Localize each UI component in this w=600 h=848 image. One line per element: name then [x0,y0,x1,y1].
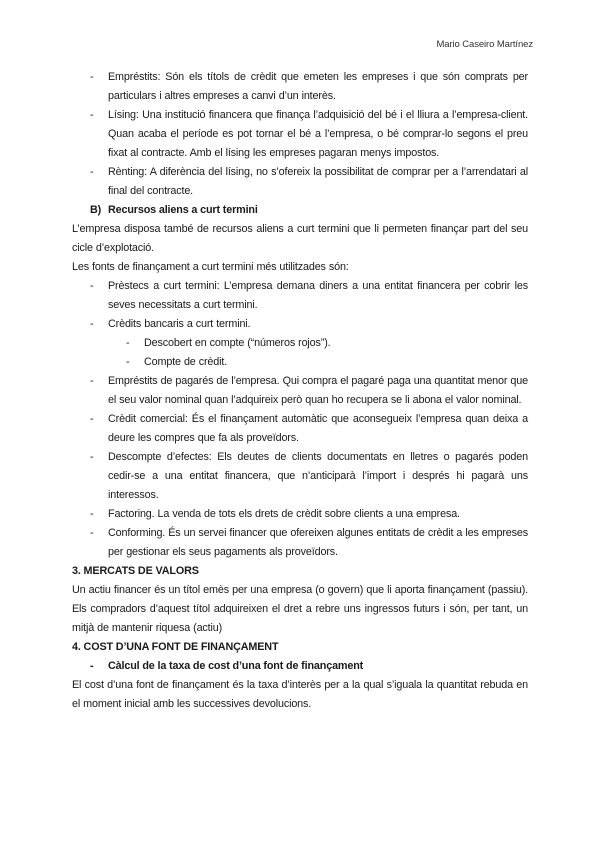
section-4-bullet [72,657,528,676]
bullet-dash: - [90,318,94,330]
bullet-dash: - [126,356,130,368]
section-3-heading: 3. MERCATS DE VALORS [72,565,199,577]
section-b-marker: B) [90,204,102,216]
sub-list-item-text: Compte de crèdit. [144,356,228,368]
author-name: Mario Caseiro Martínez [436,39,533,50]
list-item [72,163,528,201]
list-item-text: Crèdits bancaris a curt termini. [108,318,251,330]
list-item [72,68,528,106]
list-item [72,524,528,562]
bullet-dash: - [90,660,94,672]
sub-list-item [72,353,528,372]
section-3-text: Un actiu financer és un títol emès per una empresa (o govern) que li aporta finançament (passiu). Els compradors d’aquest títol adquireixen el dret a rebre uns ingressos futurs i són, per tant, un mitjà de mantenir riquesa (actiu) [72,584,528,634]
list-item [72,315,528,334]
list-item-text: Descompte d’efectes: Els deutes de clients documentats en lletres o pagarés poden cedir-se a una entitat financera, que n’anticiparà l’import i després hi pagarà uns interessos. [108,451,528,501]
list-item [72,277,528,315]
list-item [72,372,528,410]
section-4-text: El cost d’una font de finançament és la taxa d’interès per a la qual s’iguala la quantitat rebuda en el moment inicial amb les successives devolucions. [72,679,528,710]
bullet-dash: - [90,375,94,387]
section-b-title: Recursos aliens a curt termini [108,204,258,216]
list-item-text: Factoring. La venda de tots els drets de crèdit sobre clients a una empresa. [108,508,460,520]
list-item-text: Crèdit comercial: És el finançament automàtic que aconsegueix l’empresa quan deixa a deure les compres que fa als proveïdors. [108,413,528,444]
list-item [72,106,528,163]
sub-list-item-text: Descobert en compte (“números rojos”). [144,337,331,349]
bullet-dash: - [90,71,94,83]
section-b-intro: L’empresa disposa també de recursos aliens a curt termini que li permeten finançar part del seu cicle d’explotació. [72,223,528,254]
section-4-bullet-text: Càlcul de la taxa de cost d’una font de finançament [108,660,364,672]
list-item-text: Empréstits: Són els títols de crèdit que emeten les empreses i que són comprats per particulars i altres empreses a canvi d’un interès. [108,71,528,102]
list-item [72,410,528,448]
bullet-dash: - [90,508,94,520]
sub-list-item [72,334,528,353]
list-item [72,448,528,505]
list-item-text: Lísing: Una institució financera que finança l’adquisició del bé i el lliura a l’empresa-client. Quan acaba el període es pot tornar el bé a l’empresa, o bé comprar-lo segons el preu fixat al contracte. Amb el lísing les empreses pagaran menys impostos. [108,109,528,159]
section-b-heading [72,201,528,220]
bullet-dash: - [90,413,94,425]
list-item-text: Rènting: A diferència del lísing, no s’ofereix la possibilitat de comprar per a l’arrendatari al final del contracte. [108,166,528,197]
list-item-text: Empréstits de pagarés de l’empresa. Qui compra el pagaré paga una quantitat menor que el seu valor nominal quan l’adquireix però quan ho recupera se li abona el valor nominal. [108,375,528,406]
list-item [72,505,528,524]
section-4-heading: 4. COST D’UNA FONT DE FINANÇAMENT [72,641,279,653]
list-item-text: Conforming. És un servei financer que ofereixen algunes entitats de crèdit a les empreses per gestionar els seus pagaments als proveïdors. [108,527,528,558]
section-b-lead: Les fonts de finançament a curt termini més utilitzades són: [72,261,349,273]
bullet-dash: - [90,109,94,121]
list-item-text: Prèstecs a curt termini: L’empresa demana diners a una entitat financera per cobrir les seves necessitats a curt termini. [108,280,528,311]
bullet-dash: - [90,527,94,539]
bullet-dash: - [126,337,130,349]
bullet-dash: - [90,280,94,292]
bullet-dash: - [90,451,94,463]
bullet-dash: - [90,166,94,178]
document-body [72,68,528,714]
